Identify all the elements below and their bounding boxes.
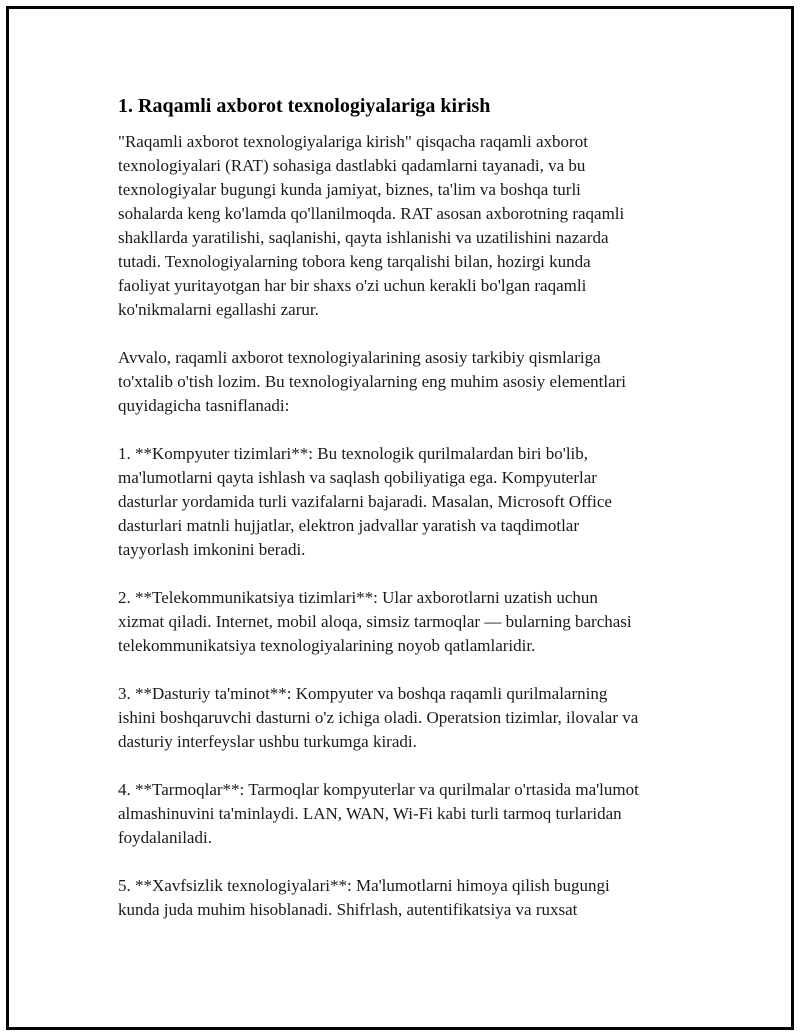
text-line: quyidagicha tasniflanadi:: [118, 396, 290, 415]
text-line: almashinuvini ta'minlaydi. LAN, WAN, Wi-Fi kabi turli tarmoq turlaridan: [118, 804, 622, 823]
text-line: to'xtalib o'tish lozim. Bu texnologiyalarning eng muhim asosiy elementlari: [118, 372, 627, 391]
text-line: dasturlar yordamida turli vazifalarni bajaradi. Masalan, Microsoft Office: [118, 492, 612, 511]
text-line: 2. **Telekommunikatsiya tizimlari**: Ular axborotlarni uzatish uchun: [118, 588, 598, 607]
text-line: shakllarda yaratilishi, saqlanishi, qayta ishlanishi va uzatilishini nazarda: [118, 228, 609, 247]
text-line: tutadi. Texnologiyalarning tobora keng tarqalishi bilan, hozirgi kunda: [118, 252, 591, 271]
text-line: sohalarda keng ko'lamda qo'llanilmoqda. RAT asosan axborotning raqamli: [118, 204, 625, 223]
paragraph-intro: [118, 130, 688, 322]
text-line: ishini boshqaruvchi dasturni o'z ichiga oladi. Operatsion tizimlar, ilovalar va: [118, 708, 639, 727]
list-item-networks: [118, 778, 688, 850]
text-line: telekommunikatsiya texnologiyalarining noyob qatlamlaridir.: [118, 636, 536, 655]
text-line: ma'lumotlarni qayta ishlash va saqlash qobiliyatiga ega. Kompyuterlar: [118, 468, 597, 487]
text-line: dasturlari matnli hujjatlar, elektron jadvallar yaratish va taqdimotlar: [118, 516, 579, 535]
text-line: tayyorlash imkonini beradi.: [118, 540, 306, 559]
text-line: kunda juda muhim hisoblanadi. Shifrlash, autentifikatsiya va ruxsat: [118, 900, 578, 919]
text-line: xizmat qiladi. Internet, mobil aloqa, simsiz tarmoqlar — bularning barchasi: [118, 612, 632, 631]
text-line: texnologiyalari (RAT) sohasiga dastlabki qadamlarni tayanadi, va bu: [118, 156, 586, 175]
list-item-software: [118, 682, 688, 754]
list-item-security: [118, 874, 688, 922]
document-body: [118, 92, 688, 946]
text-line: 3. **Dasturiy ta'minot**: Kompyuter va boshqa raqamli qurilmalarning: [118, 684, 608, 703]
list-item-computer-systems: [118, 442, 688, 562]
text-line: 1. **Kompyuter tizimlari**: Bu texnologik qurilmalardan biri bo'lib,: [118, 444, 589, 463]
text-line: texnologiyalar bugungi kunda jamiyat, biznes, ta'lim va boshqa turli: [118, 180, 581, 199]
document-title: 1. Raqamli axborot texnologiyalariga kirish: [118, 95, 491, 117]
text-line: "Raqamli axborot texnologiyalariga kirish" qisqacha raqamli axborot: [118, 132, 588, 151]
text-line: ko'nikmalarni egallashi zarur.: [118, 300, 319, 319]
text-line: faoliyat yuritayotgan har bir shaxs o'zi uchun kerakli bo'lgan raqamli: [118, 276, 587, 295]
text-line: 5. **Xavfsizlik texnologiyalari**: Ma'lumotlarni himoya qilish bugungi: [118, 876, 610, 895]
text-line: dasturiy interfeyslar ushbu turkumga kiradi.: [118, 732, 417, 751]
text-line: 4. **Tarmoqlar**: Tarmoqlar kompyuterlar va qurilmalar o'rtasida ma'lumot: [118, 780, 639, 799]
text-line: Avvalo, raqamli axborot texnologiyalarining asosiy tarkibiy qismlariga: [118, 348, 601, 367]
list-item-telecommunication: [118, 586, 688, 658]
paragraph-components-intro: [118, 346, 688, 418]
text-line: foydalaniladi.: [118, 828, 212, 847]
